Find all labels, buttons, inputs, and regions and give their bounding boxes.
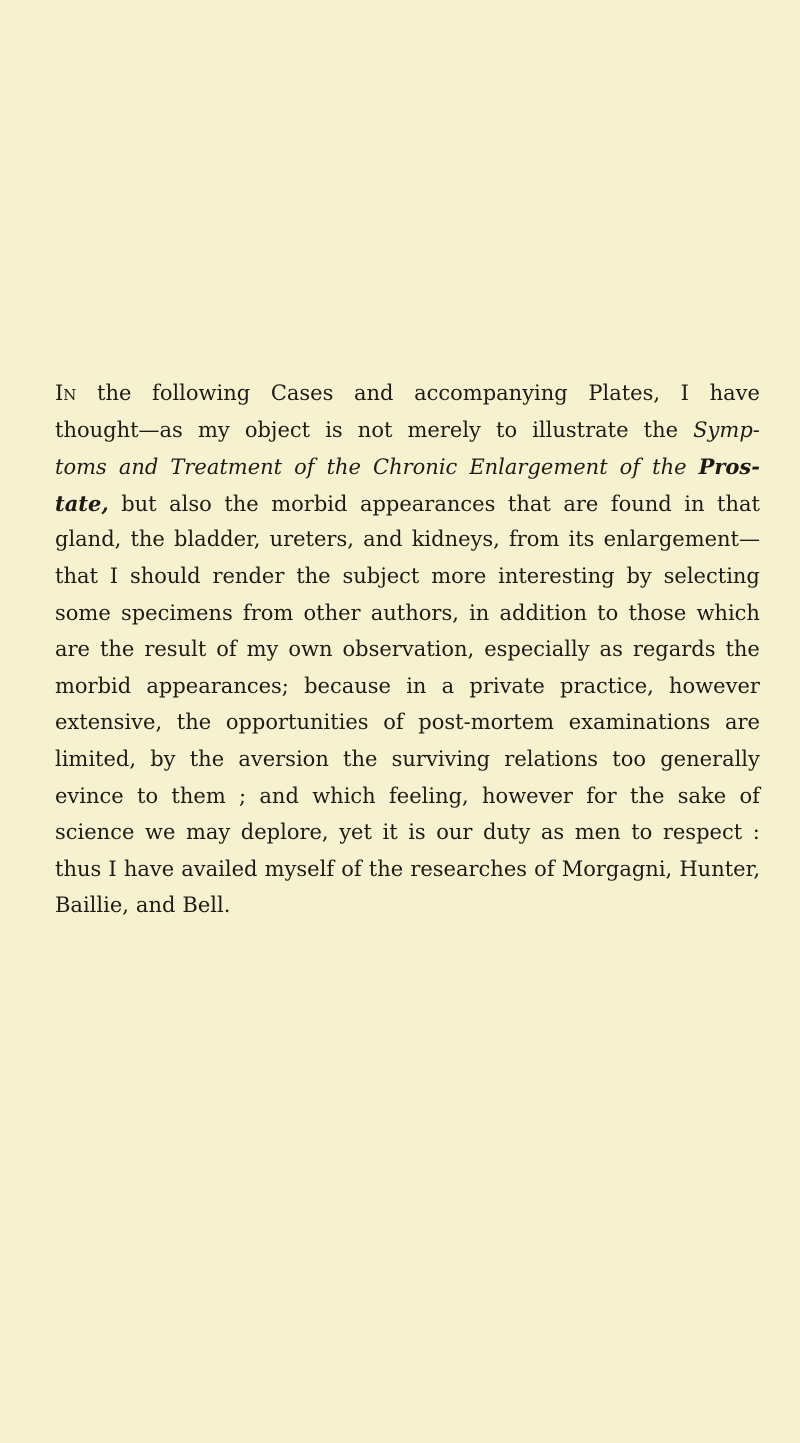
word: bladder, [174,527,261,552]
word: as [540,820,565,845]
word: from [242,600,294,625]
word: private [469,673,545,698]
word: post-mortem [418,710,555,735]
word: Plates, [588,381,661,405]
word: in [684,491,705,516]
word: too [612,746,647,771]
word: own [288,637,333,662]
word: have [123,856,175,881]
word: its [568,527,595,552]
word: Symp- [693,417,760,442]
word: the [343,746,378,771]
word: thought—as [55,417,183,442]
text-line [55,527,760,564]
word: have [709,381,760,405]
word: Pros- [698,454,760,480]
word: the [296,563,331,588]
word: the [326,455,361,480]
word: and [363,527,403,552]
text-line [55,491,760,528]
word: gland, [55,527,122,552]
text-line [55,454,760,491]
word: enlargement— [603,527,760,552]
word: selecting [663,563,760,588]
word: some [55,600,111,625]
word: morbid [55,673,132,698]
word: surviving [391,746,491,771]
word: ; [239,783,247,808]
word: subject [342,563,420,588]
word: Cases [270,381,334,405]
word: we [144,820,176,845]
word: generally [660,746,760,771]
word: respect [662,820,743,845]
text-line [55,747,760,784]
word: sake [677,783,727,808]
word: which [312,783,376,808]
word: specimens [120,600,233,625]
word: is [408,820,426,845]
word: appearances [359,491,496,516]
word: may [185,820,231,845]
word: other [303,600,361,625]
word: thus [55,856,102,881]
word: should [129,563,201,588]
word: and [118,455,159,480]
text-line [55,381,760,418]
word: because [304,673,391,698]
word: I [109,563,119,588]
word: Morgagni, [561,856,673,881]
word: availed [181,856,258,881]
text-line [55,710,760,747]
word: also [169,491,212,516]
word: opportunities [225,710,369,735]
word: not [357,417,393,442]
word: of [341,856,362,881]
word: accompanying [414,381,568,405]
word: Enlargement [469,455,608,480]
word: it [382,820,398,845]
word: feeling, [389,783,469,808]
word: by [150,746,176,771]
word: however [669,673,760,698]
word: are [563,491,599,516]
word: but [121,491,157,516]
word: science [55,820,135,845]
word: observation, [342,637,475,662]
word: our [436,820,473,845]
text-line [55,893,760,930]
word: examinations [568,710,711,735]
word: Baillie, [55,893,129,918]
text-line [55,564,760,601]
word: the [224,491,259,516]
word: men [574,820,621,845]
word: for [586,783,617,808]
word: ureters, [269,527,354,552]
word: and [135,893,176,918]
word: myself [264,856,335,881]
word: that [55,563,98,588]
word: Bell. [182,893,231,918]
word: deplore, [240,820,329,845]
word: of [383,710,404,735]
word: Treatment [170,455,283,480]
word: the [725,637,760,662]
word: especially [484,637,590,662]
word: of [739,783,760,808]
word: of [534,856,555,881]
word: practice, [560,673,654,698]
word: my [246,637,279,662]
word: the [176,710,212,735]
text-line [55,418,760,455]
word: my [197,417,230,442]
word: kidneys, [411,527,500,552]
word: by [626,563,652,588]
word: researches [410,856,528,881]
word: more [431,563,487,588]
word: as [599,637,623,662]
word: which [696,600,760,625]
word: render [212,563,285,588]
word: the [99,637,135,662]
word: and [259,783,299,808]
word: of [619,455,641,480]
word: tate, [55,490,109,516]
word: I [108,856,117,881]
word: Chronic [373,455,458,480]
word: illustrate [532,417,629,442]
word: the [130,527,165,552]
word: that [717,491,760,516]
text-line [55,637,760,674]
word: the [189,746,225,771]
word: authors, [370,600,459,625]
text-line [55,820,760,857]
word: of [294,455,315,480]
word: aversion [238,746,329,771]
word: Hunter, [679,856,760,881]
word: extensive, [55,710,163,735]
word: regards [632,637,716,662]
word: to [597,600,619,625]
word: those [628,600,687,625]
word: to [631,820,653,845]
word: are [55,637,90,662]
word: appearances; [146,673,289,698]
text-line [55,674,760,711]
word: from [509,527,560,552]
text-line [55,784,760,821]
word: is [325,417,343,442]
word: to [496,417,518,442]
word: the [97,381,132,405]
word: merely [407,417,481,442]
word: found [610,491,672,516]
word: morbid [271,491,348,516]
word: that [507,491,551,516]
preface-paragraph [55,381,760,930]
word: yet [339,820,372,845]
word: of [216,637,237,662]
word: interesting [498,563,615,588]
word: to [137,783,159,808]
word: I [680,381,689,405]
text-line [55,857,760,894]
word: and [354,381,394,405]
word: : [752,820,760,845]
word: relations [504,746,599,771]
word: evince [55,783,124,808]
word: the [630,783,665,808]
word: In [55,381,77,405]
word: toms [55,455,107,480]
word: in [469,600,490,625]
word: are [724,710,760,735]
word: following [152,381,251,405]
word: the [368,856,404,881]
word: a [441,673,455,698]
text-line [55,601,760,638]
word: them [171,783,226,808]
word: however [482,783,573,808]
word: addition [499,600,587,625]
word: in [406,673,427,698]
word: result [144,637,207,662]
word: duty [483,820,531,845]
word: object [244,417,311,442]
word: limited, [55,746,137,771]
word: the [643,417,679,442]
word: the [652,455,687,480]
